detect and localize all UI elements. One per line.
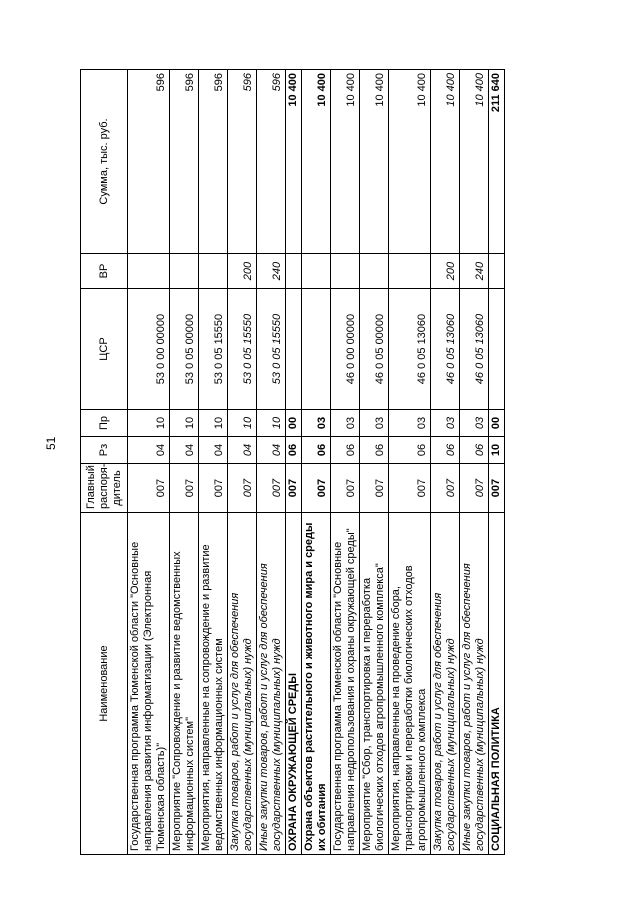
table-row — [257, 70, 286, 855]
cell-csr — [286, 289, 302, 410]
cell-grbs: 007 — [489, 464, 505, 513]
table-row — [360, 70, 389, 855]
cell-name: Закупка товаров, работ и услуг для обеспечения государственных (муниципальных) нужд — [228, 513, 257, 855]
cell-name: Мероприятие "Сбор, транспортировка и переработка биологических отходов агропромышленного комплекса" — [360, 513, 389, 855]
cell-sum: 10 400 — [431, 70, 460, 254]
cell-csr: 46 0 05 00000 — [360, 289, 389, 410]
cell-pr: 03 — [389, 410, 431, 437]
table-row — [228, 70, 257, 855]
cell-sum: 10 400 — [331, 70, 360, 254]
table-body — [128, 70, 505, 855]
cell-vr: 200 — [431, 254, 460, 289]
cell-pr: 03 — [302, 410, 331, 437]
header-rz: Рз — [81, 437, 128, 464]
cell-vr: 240 — [257, 254, 286, 289]
cell-sum: 596 — [257, 70, 286, 254]
cell-grbs: 007 — [228, 464, 257, 513]
cell-pr: 03 — [360, 410, 389, 437]
table-row — [199, 70, 228, 855]
cell-grbs: 007 — [302, 464, 331, 513]
cell-csr — [489, 289, 505, 410]
cell-csr: 53 0 05 15550 — [257, 289, 286, 410]
cell-name: Иные закупки товаров, работ и услуг для обеспечения государственных (муниципальных) нужд — [257, 513, 286, 855]
header-csr: ЦСР — [81, 289, 128, 410]
cell-grbs: 007 — [360, 464, 389, 513]
header-sum: Сумма, тыс. руб. — [81, 70, 128, 254]
cell-pr: 10 — [199, 410, 228, 437]
cell-name: ОХРАНА ОКРУЖАЮЩЕЙ СРЕДЫ — [286, 513, 302, 855]
cell-csr: 46 0 00 00000 — [331, 289, 360, 410]
cell-pr: 10 — [128, 410, 170, 437]
cell-rz: 04 — [170, 437, 199, 464]
table-row — [128, 70, 170, 855]
cell-vr — [331, 254, 360, 289]
cell-sum: 596 — [199, 70, 228, 254]
cell-grbs: 007 — [331, 464, 360, 513]
cell-pr: 10 — [170, 410, 199, 437]
cell-vr — [170, 254, 199, 289]
table-row — [431, 70, 460, 855]
cell-name: Закупка товаров, работ и услуг для обеспечения государственных (муниципальных) нужд — [431, 513, 460, 855]
header-grbs: Главный распоря-дитель — [81, 464, 128, 513]
cell-sum: 10 400 — [360, 70, 389, 254]
cell-grbs: 007 — [170, 464, 199, 513]
cell-rz: 10 — [489, 437, 505, 464]
table-row — [331, 70, 360, 855]
cell-csr: 53 0 05 15550 — [199, 289, 228, 410]
cell-grbs: 007 — [389, 464, 431, 513]
header-pr: Пр — [81, 410, 128, 437]
cell-name: Мероприятия, направленные на сопровождение и развитие ведомственных информационных систем — [199, 513, 228, 855]
cell-name: Иные закупки товаров, работ и услуг для обеспечения государственных (муниципальных) нужд — [460, 513, 489, 855]
cell-sum: 10 400 — [286, 70, 302, 254]
table-row — [460, 70, 489, 855]
cell-grbs: 007 — [199, 464, 228, 513]
budget-table-container — [80, 70, 605, 855]
cell-sum: 10 400 — [389, 70, 431, 254]
cell-sum: 596 — [228, 70, 257, 254]
header-vr: ВР — [81, 254, 128, 289]
cell-vr — [199, 254, 228, 289]
cell-grbs: 007 — [257, 464, 286, 513]
cell-pr: 10 — [228, 410, 257, 437]
cell-pr: 10 — [257, 410, 286, 437]
cell-vr: 200 — [228, 254, 257, 289]
cell-rz: 04 — [199, 437, 228, 464]
cell-grbs: 007 — [460, 464, 489, 513]
cell-grbs: 007 — [128, 464, 170, 513]
cell-pr: 03 — [331, 410, 360, 437]
cell-vr: 240 — [460, 254, 489, 289]
cell-csr: 53 0 00 00000 — [128, 289, 170, 410]
table-row — [286, 70, 302, 855]
cell-pr: 03 — [431, 410, 460, 437]
header-name: Наименование — [81, 513, 128, 855]
table-row — [389, 70, 431, 855]
page-number: 51 — [44, 436, 58, 450]
cell-rz: 06 — [302, 437, 331, 464]
table-row — [489, 70, 505, 855]
table-row — [170, 70, 199, 855]
cell-pr: 00 — [489, 410, 505, 437]
cell-csr: 46 0 05 13060 — [431, 289, 460, 410]
table-header-row — [81, 70, 128, 855]
cell-rz: 06 — [389, 437, 431, 464]
cell-name: Мероприятия, направленные на проведение сбора, транспортировки и переработки биологических отходов агропромышленного комплекса — [389, 513, 431, 855]
cell-name: Охрана объектов растительного и животного мира и среды их обитания — [302, 513, 331, 855]
cell-rz: 04 — [228, 437, 257, 464]
cell-rz: 04 — [257, 437, 286, 464]
cell-sum: 211 640 — [489, 70, 505, 254]
cell-vr — [286, 254, 302, 289]
cell-name: Государственная программа Тюменской области "Основные направления недропользования и охраны окружающей среды" — [331, 513, 360, 855]
cell-vr — [302, 254, 331, 289]
cell-rz: 06 — [331, 437, 360, 464]
cell-vr — [360, 254, 389, 289]
cell-rz: 06 — [286, 437, 302, 464]
cell-pr: 03 — [460, 410, 489, 437]
cell-name: СОЦИАЛЬНАЯ ПОЛИТИКА — [489, 513, 505, 855]
cell-vr — [389, 254, 431, 289]
cell-rz: 06 — [460, 437, 489, 464]
cell-sum: 10 400 — [302, 70, 331, 254]
table-row — [302, 70, 331, 855]
cell-sum: 10 400 — [460, 70, 489, 254]
cell-vr — [489, 254, 505, 289]
cell-pr: 00 — [286, 410, 302, 437]
cell-grbs: 007 — [431, 464, 460, 513]
cell-rz: 06 — [431, 437, 460, 464]
cell-name: Государственная программа Тюменской области "Основные направления развития информатизации (Электронная Тюменская область)" — [128, 513, 170, 855]
cell-csr: 46 0 05 13060 — [460, 289, 489, 410]
cell-csr: 53 0 05 00000 — [170, 289, 199, 410]
cell-sum: 596 — [128, 70, 170, 254]
cell-rz: 06 — [360, 437, 389, 464]
cell-grbs: 007 — [286, 464, 302, 513]
cell-csr — [302, 289, 331, 410]
budget-table — [80, 69, 505, 855]
cell-rz: 04 — [128, 437, 170, 464]
cell-name: Мероприятие "Сопровождение и развитие ведомственных информационных систем" — [170, 513, 199, 855]
cell-sum: 596 — [170, 70, 199, 254]
cell-csr: 46 0 05 13060 — [389, 289, 431, 410]
cell-csr: 53 0 05 15550 — [228, 289, 257, 410]
cell-vr — [128, 254, 170, 289]
